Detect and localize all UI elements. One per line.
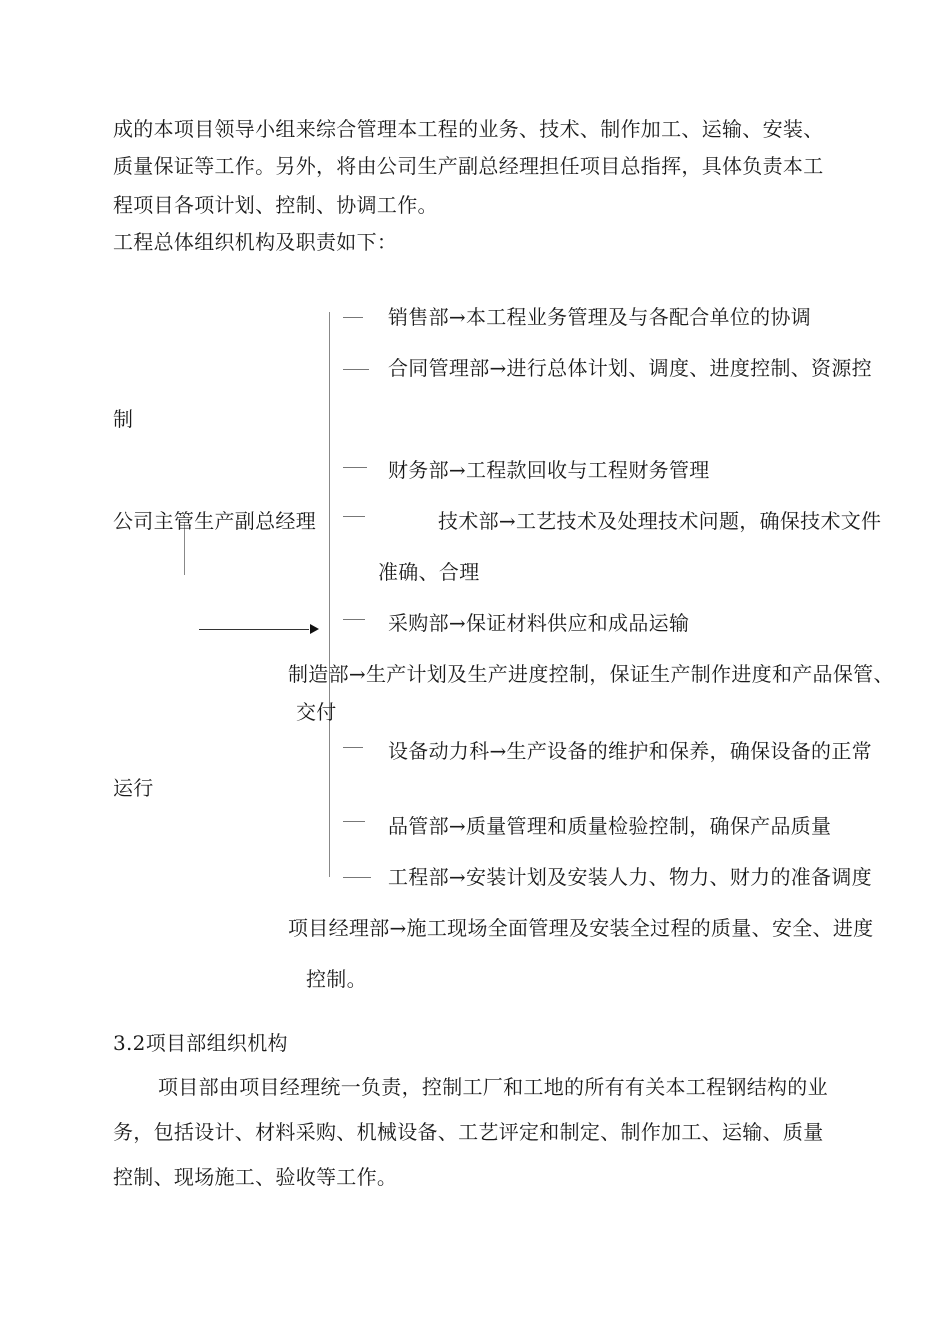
org-chart-trunk-line	[329, 312, 330, 877]
org-item-manufacturing-cont: 交付	[296, 700, 337, 724]
intro-line-4: 工程总体组织机构及职责如下：	[113, 230, 398, 254]
branch-dash	[343, 619, 365, 620]
intro-line-3: 程项目各项计划、控制、协调工作。	[113, 193, 438, 217]
intro-line-2: 质量保证等工作。另外，将由公司生产副总经理担任项目总指挥，具体负责本工	[113, 154, 824, 178]
org-item-technical: 技术部→工艺技术及处理技术问题，确保技术文件	[438, 509, 882, 533]
branch-dash	[343, 877, 371, 878]
org-item-sales: 销售部→本工程业务管理及与各配合单位的协调	[388, 305, 812, 329]
org-item-finance: 财务部→工程款回收与工程财务管理	[388, 458, 710, 482]
org-item-contract-management: 合同管理部→进行总体计划、调度、进度控制、资源控	[388, 356, 872, 380]
section-para-line-3: 控制、现场施工、验收等工作。	[113, 1165, 398, 1189]
org-item-contract-management-cont: 制	[113, 407, 134, 431]
org-item-project-manager: 项目经理部→施工现场全面管理及安装全过程的质量、安全、进度	[288, 916, 874, 940]
org-item-engineering: 工程部→安装计划及安装人力、物力、财力的准备调度	[388, 865, 872, 889]
branch-dash	[343, 516, 365, 517]
org-item-technical-cont: 准确、合理	[378, 560, 480, 584]
org-chart-arrow-line	[199, 629, 309, 630]
section-para-line-2: 务，包括设计、材料采购、机械设备、工艺评定和制定、制作加工、运输、质量	[113, 1120, 824, 1144]
arrow-right-icon	[310, 624, 319, 634]
org-item-quality: 品管部→质量管理和质量检验控制，确保产品质量	[388, 814, 832, 838]
org-item-procurement: 采购部→保证材料供应和成品运输	[388, 611, 690, 635]
org-item-manufacturing: 制造部→生产计划及生产进度控制，保证生产制作进度和产品保管、	[288, 662, 894, 686]
intro-line-1: 成的本项目领导小组来综合管理本工程的业务、技术、制作加工、运输、安装、	[113, 117, 824, 141]
branch-dash	[343, 317, 363, 318]
org-item-equipment: 设备动力科→生产设备的维护和保养，确保设备的正常	[388, 739, 872, 763]
branch-dash	[343, 467, 367, 468]
org-item-equipment-cont: 运行	[113, 776, 154, 800]
org-root-node: 公司主管生产副总经理	[113, 509, 316, 533]
branch-dash	[343, 821, 365, 822]
org-item-project-manager-cont: 控制。	[306, 967, 367, 991]
section-heading: 3.2项目部组织机构	[113, 1031, 288, 1055]
branch-dash	[343, 369, 369, 370]
section-para-line-1: 项目部由项目经理统一负责，控制工厂和工地的所有有关本工程钢结构的业	[158, 1075, 828, 1099]
branch-dash	[343, 747, 363, 748]
